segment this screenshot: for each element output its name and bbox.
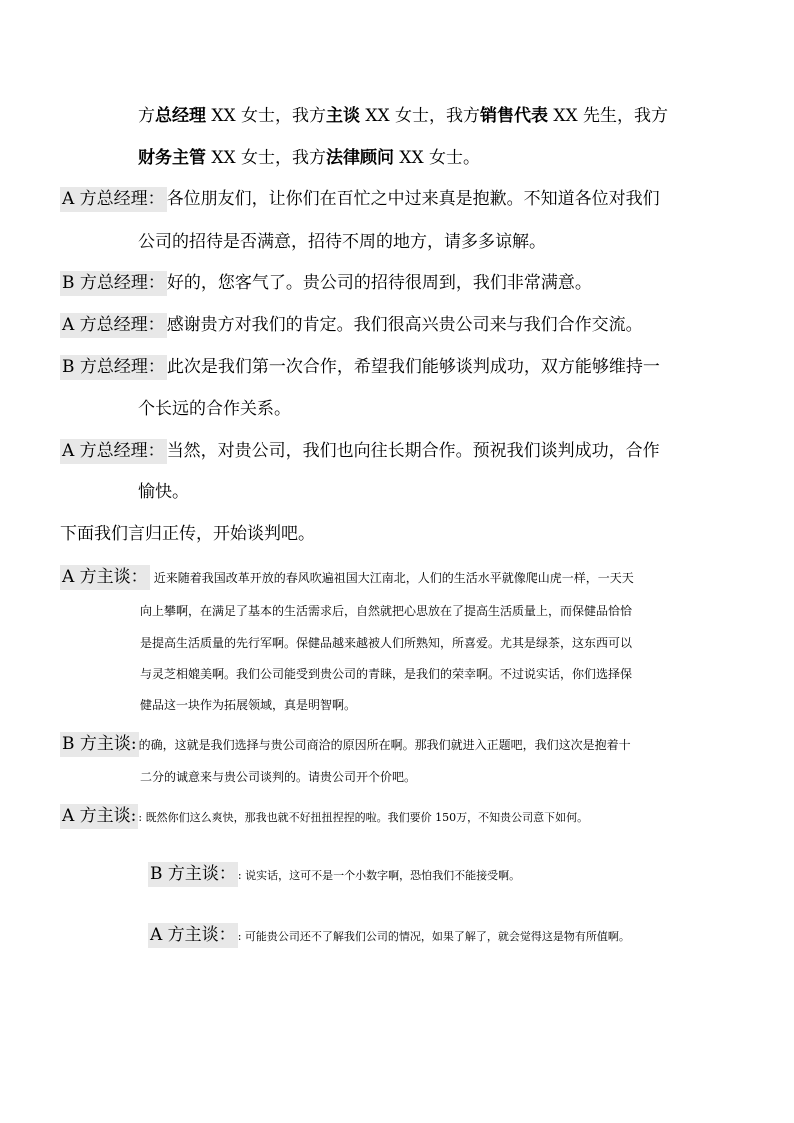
dialogue-line bbox=[60, 275, 592, 292]
role-legal-advisor: 法律顾问 bbox=[326, 148, 395, 168]
talk-text: 健品这一块作为拓展领域，真是明智啊。 bbox=[140, 698, 357, 712]
speaker-label: B 方主谈： bbox=[148, 862, 238, 887]
speaker-label: A 方主谈: bbox=[60, 804, 138, 829]
dialogue-line bbox=[60, 191, 660, 208]
talk-text: 近来随着我国改革开放的春风吹遍祖国大江南北，人们的生活水平就像爬山虎一样，一天天 bbox=[153, 571, 634, 585]
talk-text: : 可能贵公司还不了解我们公司的情况，如果了解了，就会觉得这是物有所值啊。 bbox=[237, 930, 630, 943]
dialogue-text: 各位朋友们，让你们在百忙之中过来真是抱歉。不知道各位对我们 bbox=[166, 189, 660, 209]
intro-text: XX 先生，我方 bbox=[548, 106, 669, 126]
role-chief-negotiator: 主谈 bbox=[326, 106, 361, 126]
dialogue-line bbox=[60, 317, 643, 334]
dialogue-text: 公司的招待是否满意，招待不周的地方，请多多谅解。 bbox=[138, 232, 546, 252]
intro-text: 方 bbox=[138, 106, 155, 126]
speaker-label: A 方主谈： bbox=[60, 565, 150, 590]
role-finance-manager: 财务主管 bbox=[138, 148, 206, 168]
intro-text: XX 女士，我方 bbox=[206, 148, 327, 168]
speaker-label: A 方总经理： bbox=[60, 439, 167, 464]
role-general-manager: 总经理 bbox=[155, 106, 206, 126]
dialogue-line bbox=[138, 401, 291, 418]
intro-text: XX 女士，我方 bbox=[206, 106, 327, 126]
talk-line bbox=[140, 637, 632, 649]
speaker-label: B 方主谈: bbox=[60, 732, 139, 757]
talk-text: : 既然你们这么爽快，那我也就不好扭扭捏捏的啦。我们要价 150万，不知贵公司意下如何。 bbox=[138, 811, 589, 824]
intro-line-2 bbox=[138, 150, 480, 167]
talk-line bbox=[140, 605, 632, 617]
talk-line bbox=[140, 771, 416, 783]
dialogue-line bbox=[138, 484, 189, 501]
talk-text: 的确，这就是我们选择与贵公司商洽的原因所在啊。那我们就进入正题吧，我们这次是抱着十 bbox=[138, 738, 631, 752]
intro-text: XX 女士。 bbox=[394, 148, 481, 168]
talk-line bbox=[140, 699, 356, 711]
dialogue-text: 个长远的合作关系。 bbox=[138, 399, 291, 419]
dialogue-text: 愉快。 bbox=[138, 482, 189, 502]
intro-text: XX 女士，我方 bbox=[360, 106, 481, 126]
speaker-label: B 方总经理： bbox=[60, 355, 167, 380]
dialogue-text: 感谢贵方对我们的肯定。我们很高兴贵公司来与我们合作交流。 bbox=[166, 315, 643, 335]
talk-line bbox=[140, 668, 632, 680]
speaker-label: A 方总经理： bbox=[60, 187, 167, 212]
dialogue-line bbox=[138, 234, 546, 251]
dialogue-line bbox=[60, 359, 660, 376]
talk-line bbox=[60, 569, 634, 586]
talk-text: 二分的诚意来与贵公司谈判的。请贵公司开个价吧。 bbox=[140, 770, 417, 784]
dialogue-text: 好的，您客气了。贵公司的招待很周到，我们非常满意。 bbox=[166, 273, 592, 293]
transition-line bbox=[60, 526, 315, 543]
intro-line-1 bbox=[138, 108, 668, 125]
talk-line bbox=[60, 808, 588, 825]
transition-text: 下面我们言归正传，开始谈判吧。 bbox=[60, 524, 315, 544]
talk-line bbox=[148, 866, 520, 883]
speaker-label: B 方总经理： bbox=[60, 271, 167, 296]
speaker-label: A 方总经理： bbox=[60, 313, 167, 338]
talk-text: 向上攀啊，在满足了基本的生活需求后，自然就把心思放在了提高生活质量上，而保健品恰恰 bbox=[140, 604, 633, 618]
dialogue-text: 当然，对贵公司，我们也向往长期合作。预祝我们谈判成功，合作 bbox=[166, 441, 660, 461]
talk-line bbox=[60, 736, 631, 753]
talk-text: : 说实话，这可不是一个小数字啊，恐怕我们不能接受啊。 bbox=[237, 869, 521, 882]
talk-text: 是提高生活质量的先行军啊。保健品越来越被人们所熟知，所喜爱。尤其是绿茶，这东西可以 bbox=[140, 636, 633, 650]
talk-line bbox=[148, 927, 630, 944]
talk-text: 与灵芝相媲美啊。我们公司能受到贵公司的青睐，是我们的荣幸啊。不过说实话，你们选择保 bbox=[140, 667, 633, 681]
dialogue-line bbox=[60, 443, 660, 460]
speaker-label: A 方主谈： bbox=[148, 923, 238, 948]
dialogue-text: 此次是我们第一次合作，希望我们能够谈判成功，双方能够维持一 bbox=[166, 357, 660, 377]
role-sales-rep: 销售代表 bbox=[480, 106, 549, 126]
